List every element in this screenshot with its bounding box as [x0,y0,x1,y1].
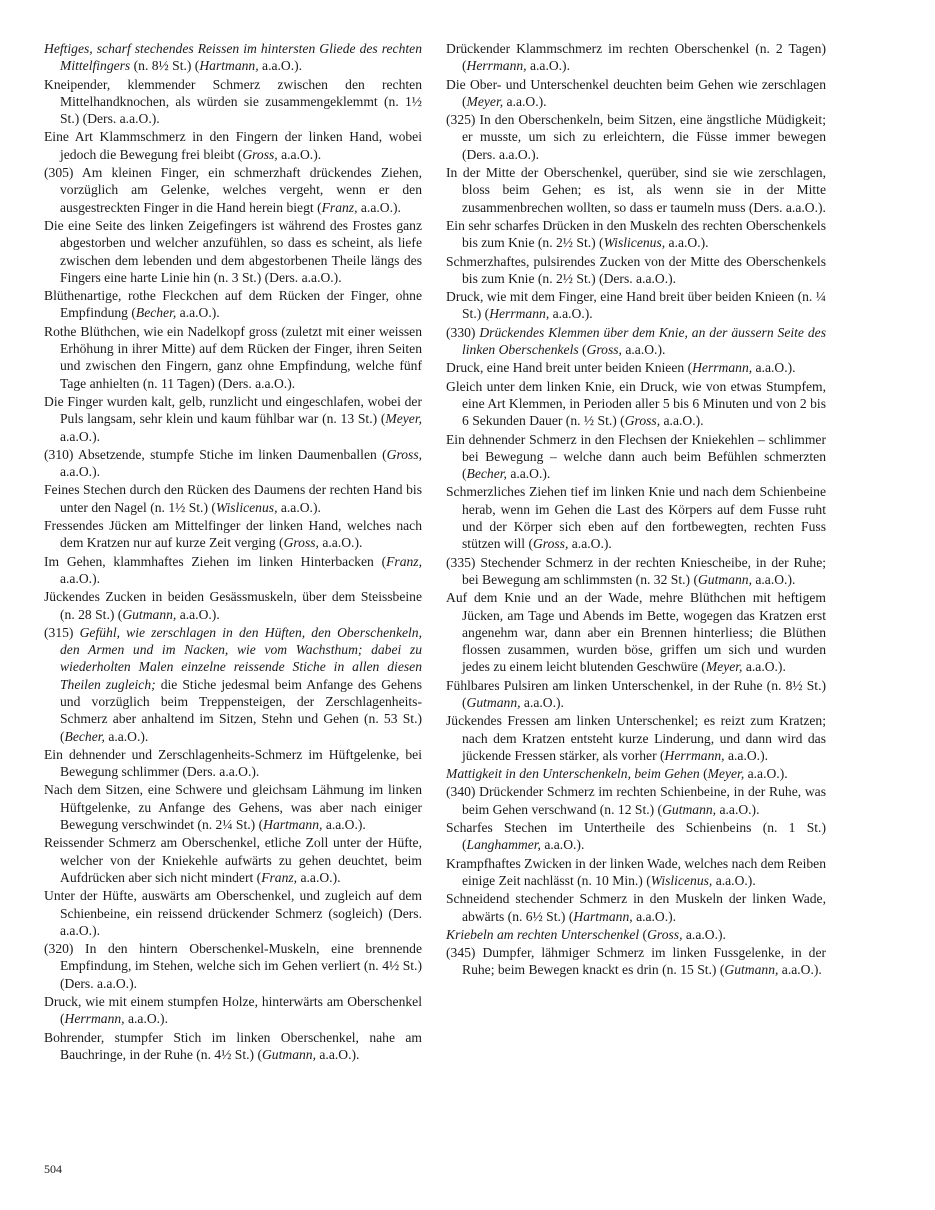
entry-text: In den Oberschenkeln, beim Sitzen, eine ängstliche Müdigkeit; er musste, um sich zu erleichtern, die Füsse immer bewegen (Ders. a.a.O.). [462,112,826,162]
entry-text: Meyer, [707,766,745,782]
entry-number: (310) [44,446,79,462]
entry-text: Wislicenus, [650,872,713,888]
entry-text: Gutmann, [261,1046,316,1062]
entry-text: a.a.O.). [60,428,101,444]
entry-text: die Stiche jedesmal beim Anfange des Gehens und vorzüglich beim Treppensteigen, der Zerschlagenheits-Schmerz aber anhaltend im Sitzen, Stehn und Gehen (n. 53 St.) ( [60,676,422,744]
entry-text: Schneidend stechender Schmerz in den Muskeln der linken Wade, abwärts (n. 6½ St.) ( [446,891,826,924]
entry-text: Druck, wie mit einem stumpfen Holze, hinterwärts am Oberschenkel ( [44,994,422,1027]
symptom-entry [44,446,422,481]
entry-text: Fressendes Jücken am Mittelfinger der linken Hand, welches nach dem Kratzen nur auf kurze Zeit verging ( [44,518,422,551]
entry-text: Gross, [386,446,423,462]
entry-text: Wislicenus, [603,235,666,251]
entry-text: a.a.O.). [297,869,341,885]
symptom-entry [44,746,422,781]
entry-text: a.a.O.). [568,536,612,552]
entry-text: Feines Stechen durch den Rücken des Daumens der rechten Hand bis unter den Nagel (n. 1½ St.) ( [44,482,422,515]
entry-text: Drückendes Klemmen über dem Knie, an der äussern Seite des linken Oberschenkels [462,324,826,358]
entry-text: Franz, [386,553,422,569]
entry-text: Auf dem Knie und an der Wade, mehre Blüthchen mit heftigem Jücken, am Tage und Abends im Bette, wogegen das Kratzen erst angenehm war, dann aber ein Brennen hinterliess; die Blüthen flossen zusammen, wurden böse, griffen um sich und wurden jedes zu einem leicht blutenden Geschwüre ( [446,590,826,675]
entry-text: In den hintern Oberschenkel-Muskeln, eine brennende Empfindung, im Stehen, welche sich im Gehen verliert (n. 4½ St.) (Ders. a.a.O.). [60,941,422,991]
entry-text: Rothe Blüthchen, wie ein Nadelkopf gross (zuletzt mit einer weissen Erhöhung in ihrer Mitte) auf dem Rücken der Finger, ihren Seiten und zwischen den Fingern, ganz ohne Empfindung, welche fünf Tage anhielten (n. 11 Tagen) (Ders. a.a.O.). [44,323,422,391]
entry-text: Meyer, [705,659,743,675]
entry-text: Gross, [283,535,319,551]
entry-text: Gutmann, [122,606,177,622]
entry-text: Schmerzhaftes, pulsirendes Zucken von der Mitte des Oberschenkels bis zum Knie (n. 2½ St.) (Ders. a.a.O.). [446,253,826,286]
symptom-entry [44,323,422,392]
symptom-entry [446,765,826,782]
symptom-entry [446,217,826,252]
symptom-entry [446,111,826,163]
entry-text: a.a.O.). [277,499,321,515]
entry-text: a.a.O.). [752,360,796,376]
symptom-entry [446,40,826,75]
entry-text: a.a.O.). [742,659,786,675]
entry-text: In der Mitte der Oberschenkel, querüber, sind sie wie zerschlagen, bloss beim Gehen; es ist, als wenn sie in der Mitte zusammenbrechen wollten, so dass er taumeln muss (Ders. a.a.O.). [446,165,826,215]
left-column [44,40,422,1064]
entry-text: Gross, [242,146,278,162]
entry-text: Langhammer, [466,837,541,853]
symptom-entry [446,324,826,359]
symptom-entry [446,431,826,483]
entry-text: Ein dehnender Schmerz in den Flechsen der Kniekehlen – schlimmer bei Bewegung – welche dann auch beim Befühlen schmerzten ( [446,431,826,482]
symptom-entry [446,783,826,818]
entry-number: (345) [446,945,483,961]
entry-text: Gross, [586,342,622,358]
entry-number: (315) [44,624,80,640]
entry-text: Hartmann, [263,817,323,833]
symptom-entry [446,76,826,111]
entry-text: a.a.O.). [357,199,401,215]
entry-text: Meyer, [466,93,504,109]
entry-text: Gefühl, wie zerschlagen in den Hüften, den Oberschenkeln, den Armen und im Nacken, wie vom Wachsthum; dabei zu wiederholten Malen einzelne reissende Stiche in allen diesen Theilen zugleich; [60,624,422,692]
entry-text: a.a.O.). [315,1046,360,1062]
entry-text: Hartmann, [199,58,259,74]
entry-number: (305) [44,165,82,181]
entry-text: ( [699,766,708,782]
symptom-entry [446,944,826,979]
entry-text: a.a.O.). [621,342,666,358]
entry-text: Reissender Schmerz am Oberschenkel, etliche Zoll unter der Hüfte, welcher von der Kniekehle aufwärts zu gehen deuchtet, beim Aufdrücken aber sich nicht mindert ( [44,835,422,885]
entry-text: a.a.O.). [318,535,363,551]
entry-text: a.a.O.). [660,413,704,429]
entry-text: Druck, wie mit dem Finger, eine Hand breit über beiden Knieen (n. ¼ St.) ( [446,289,826,322]
entry-text: Franz, [321,199,358,215]
symptom-entry [446,483,826,552]
entry-text: Herrmann, [64,1011,125,1027]
symptom-entry [44,481,422,516]
entry-text: Am kleinen Finger, ein schmerzhaft drückendes Ziehen, vorzüglich am Gelenke, welches vergeht, wenn er den ausgestreckten Finger in die Hand herein biegt ( [60,165,422,215]
entry-text: a.a.O.). [520,694,564,710]
entry-text: Wislicenus, [215,499,278,515]
symptom-entry [44,993,422,1028]
entry-text: Schmerzliches Ziehen tief im linken Knie und nach dem Schienbeine herab, wenn im Gehen die Last des Körpers auf dem Fusse ruht und der Körper sich eben auf den fortbewegten, rechten Fuss stützen will ( [446,484,826,552]
entry-text: a.a.O.). [503,93,547,109]
entry-text: Jückendes Fressen am linken Unterschenkel; es reizt zum Kratzen; nach dem Kratzen entsteht kurze Linderung, und dann wird das jückende Fressen stärker, als vorher ( [446,713,826,763]
symptom-entry [44,517,422,552]
symptom-entry [44,553,422,588]
entry-text: Ein sehr scharfes Drücken in den Muskeln des rechten Oberschenkels bis zum Knie (n. 2½ St.) ( [446,217,826,251]
symptom-entry [446,253,826,288]
entry-text: Becher, [64,728,105,744]
entry-text: (n. 8½ St.) ( [130,58,200,74]
symptom-entry [44,781,422,833]
entry-number: (340) [446,784,480,800]
entry-text: Drückender Schmerz im rechten Schienbeine, in der Ruhe, was beim Gehen verschwand (n. 12 St.) ( [462,784,826,817]
entry-text: Nach dem Sitzen, eine Schwere und gleichsam Lähmung im linken Hüftgelenke, zu Anfange des Gehens, was aber nach einiger Bewegung verschwindet (n. 2¼ St.) ( [44,782,422,833]
symptom-entry [446,378,826,430]
entry-text: Gleich unter dem linken Knie, ein Druck, wie von etwas Stumpfem, eine Art Klemmen, in Perioden aller 5 bis 6 Minuten und von 2 bis 6 Sekunden Dauer (n. ½ St.) ( [446,378,826,429]
entry-text: a.a.O.). [322,817,366,833]
entry-text: a.a.O.). [60,464,101,480]
entry-text: Gross, [532,536,569,552]
entry-text: Herrmann, [489,306,550,322]
symptom-entry [44,887,422,939]
symptom-entry [446,589,826,675]
entry-text: Becher, [466,466,507,482]
entry-text: Die eine Seite des linken Zeigefingers ist während des Frostes ganz abgestorben und welcher anzufühlen, so dass es scheint, als liefe zwischen dem lebenden und dem abgestorbenen Theile längs des Fingers eine harte Linie hin (n. 3 St.) (Ders. a.a.O.). [44,217,422,285]
symptom-entry [446,890,826,925]
entry-text: ( [639,926,648,942]
symptom-entry [44,164,422,216]
entry-text: Die Finger wurden kalt, gelb, runzlicht und eingeschlafen, wobei der Puls langsam, sehr klein und kaum fühlbar war (n. 13 St.) ( [44,393,422,427]
symptom-entry [446,677,826,712]
symptom-entry [44,588,422,623]
entry-text: Fühlbares Pulsiren am linken Unterschenkel, in der Ruhe (n. 8½ St.) ( [446,677,826,710]
entry-text: Gross, [647,926,683,942]
symptom-entry [446,926,826,943]
entry-number: (335) [446,554,481,570]
entry-number: (320) [44,941,86,957]
entry-text: Jückendes Zucken in beiden Gesässmuskeln, über dem Steissbeine (n. 28 St.) ( [44,589,422,622]
entry-text: Kriebeln am rechten Unterschenkel [446,926,640,942]
symptom-entry [44,128,422,163]
symptom-entry [44,217,422,286]
entry-text: Kneipender, klemmender Schmerz zwischen den rechten Mittelhandknochen, als würden sie zusammengeklemmt (n. 1½ St.) (Ders. a.a.O.). [44,76,422,127]
symptom-entry [44,834,422,886]
entry-text: a.a.O.). [506,466,551,482]
entry-text: Meyer, [385,411,422,427]
entry-text: a.a.O.). [682,926,726,942]
entry-text: Im Gehen, klammhaftes Ziehen im linken Hinterbacken ( [44,553,387,569]
symptom-entry [44,287,422,322]
entry-text: Mattigkeit in den Unterschenkeln, beim Gehen [446,766,700,782]
symptom-entry [446,288,826,323]
entry-text: a.a.O.). [751,571,796,587]
page-number: 504 [44,1162,62,1176]
entry-text: Gross, [624,413,661,429]
symptom-entry [44,76,422,128]
entry-text: Gutmann, [466,694,521,710]
entry-text: Bohrender, stumpfer Stich im linken Oberschenkel, nahe am Bauchringe, in der Ruhe (n. 4½ St.) ( [44,1029,422,1062]
right-column [446,40,826,980]
entry-text: Ein dehnender und Zerschlagenheits-Schmerz im Hüftgelenke, bei Bewegung schlimmer (Ders. a.a.O.). [44,746,422,780]
entry-text: a.a.O.). [716,801,760,817]
entry-text: Herrmann, [692,360,753,376]
entry-text: a.a.O.). [526,58,570,74]
entry-text: Heftiges, scharf stechendes Reissen im hintersten Gliede des rechten Mittelfingers [44,41,422,74]
symptom-entry [44,940,422,992]
entry-text: Absetzende, stumpfe Stiche im linken Daumenballen ( [78,446,387,462]
entry-text: Drückender Klammschmerz im rechten Oberschenkel (n. 2 Tagen) ( [446,41,826,74]
entry-text: Blüthenartige, rothe Fleckchen auf dem Rücken der Finger, ohne Empfindung ( [44,288,422,321]
entry-text: Eine Art Klammschmerz in den Fingern der linken Hand, wobei jedoch die Bewegung frei bleibt ( [44,129,422,162]
symptom-entry [44,393,422,445]
entry-text: Die Ober- und Unterschenkel deuchten beim Gehen wie zerschlagen ( [446,76,826,109]
symptom-entry [446,359,826,376]
entry-text: a.a.O.). [665,235,709,251]
entry-text: Franz, [261,869,298,885]
entry-text: Hartmann, [573,908,633,924]
symptom-entry [446,554,826,589]
entry-text: a.a.O.). [176,606,220,622]
symptom-entry [446,819,826,854]
entry-text: a.a.O.). [104,728,149,744]
entry-text: Gutmann, [662,801,717,817]
entry-text: Scharfes Stechen im Untertheile des Schienbeins (n. 1 St.) ( [446,820,826,853]
entry-text: ( [578,342,587,358]
symptom-entry [44,624,422,745]
entry-text: Gutmann, [724,962,779,978]
entry-text: Krampfhaftes Zwicken in der linken Wade, welches nach dem Reiben einige Zeit nachlässt (n. 10 Min.) ( [446,855,826,888]
entry-number: (325) [446,112,480,128]
entry-text: a.a.O.). [258,58,303,74]
entry-text: Becher, [135,305,177,321]
entry-text: a.a.O.). [540,837,585,853]
symptom-entry [44,1029,422,1064]
entry-text: a.a.O.). [60,570,101,586]
entry-text: a.a.O.). [744,766,788,782]
symptom-entry [446,855,826,890]
entry-text: a.a.O.). [778,962,822,978]
symptom-entry [446,712,826,764]
entry-text: Dumpfer, lähmiger Schmerz im linken Fussgelenke, in der Ruhe; beim Bewegen knackt es drin (n. 15 St.) ( [462,945,827,978]
entry-text: a.a.O.). [124,1011,168,1027]
entry-text: Gutmann, [697,571,752,587]
entry-text: a.a.O.). [277,146,322,162]
entry-text: Druck, eine Hand breit unter beiden Knieen ( [446,360,693,376]
entry-text: a.a.O.). [712,872,756,888]
entry-text: Herrmann, [466,58,527,74]
entry-text: Stechender Schmerz in der rechten Kniescheibe, in der Ruhe; bei Bewegung am schlimmsten (n. 32 St.) ( [462,554,827,587]
entry-text: a.a.O.). [632,908,677,924]
entry-text: a.a.O.). [549,306,593,322]
entry-text: a.a.O.). [176,305,220,321]
symptom-entry [44,40,422,75]
entry-number: (330) [446,324,480,340]
entry-text: Herrmann, [664,747,725,763]
entry-text: a.a.O.). [724,747,768,763]
symptom-entry [446,164,826,216]
entry-text: Unter der Hüfte, auswärts am Oberschenkel, und zugleich auf dem Schienbeine, ein reissend drückender Schmerz (sogleich) (Ders. a.a.O.). [44,888,422,938]
